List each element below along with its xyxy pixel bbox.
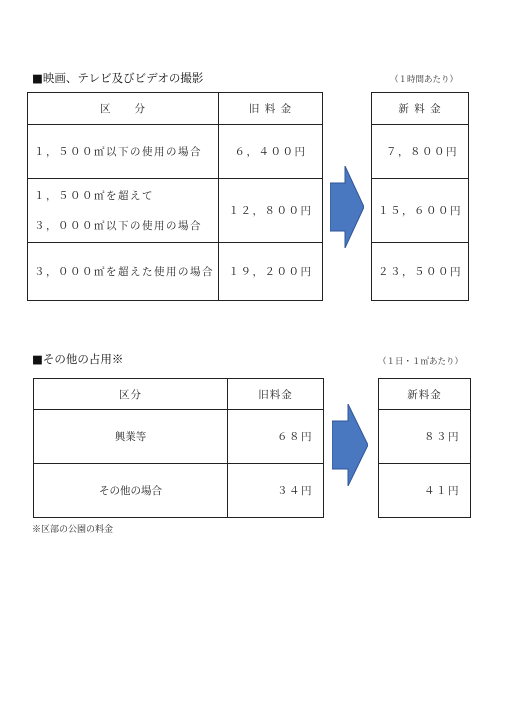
- header-new-fee: 新料金: [379, 379, 471, 410]
- footnote: ※区部の公園の料金: [32, 525, 114, 535]
- table-row: [379, 464, 471, 518]
- header-old-fee: 旧 料 金: [219, 93, 323, 125]
- table-row: [372, 125, 469, 179]
- row-category-line1: １，５００㎡を超えて: [34, 189, 154, 202]
- arrow-right-icon: [332, 404, 368, 486]
- section2-old-fee-table: [33, 378, 324, 518]
- row-category: [28, 179, 219, 243]
- section2-unit-note: （１日・１㎡あたり）: [378, 357, 464, 367]
- row-category: １，５００㎡以下の使用の場合: [28, 125, 219, 179]
- row-new-fee: ８３円: [379, 410, 471, 464]
- section1-new-fee-table: [371, 92, 469, 301]
- section1-title: ■映画、テレビ及びビデオの撮影: [32, 71, 204, 85]
- row-new-fee: ４１円: [379, 464, 471, 518]
- table-row: [34, 464, 324, 518]
- row-old-fee: ６，４００円: [219, 125, 323, 179]
- table-row: [372, 179, 469, 243]
- table-row: [34, 410, 324, 464]
- row-category-line2: ３，０００㎡以下の使用の場合: [34, 219, 202, 232]
- row-new-fee: ２３，５００円: [372, 243, 469, 301]
- row-category: ３，０００㎡を超えた使用の場合: [28, 243, 219, 301]
- row-new-fee: ７，８００円: [372, 125, 469, 179]
- section2-new-fee-table: [378, 378, 471, 518]
- section1-unit-note: （１時間あたり）: [390, 75, 459, 85]
- table-row: [372, 243, 469, 301]
- row-old-fee: １９，２００円: [219, 243, 323, 301]
- header-old-fee: 旧料金: [228, 379, 324, 410]
- table-row: [28, 179, 323, 243]
- row-old-fee: ６８円: [228, 410, 324, 464]
- header-category: 区 分: [28, 93, 219, 125]
- table-row: [28, 243, 323, 301]
- row-old-fee: ３４円: [228, 464, 324, 518]
- section1-old-fee-table: [27, 92, 323, 301]
- arrow-right-icon: [330, 166, 364, 248]
- row-category: その他の場合: [34, 464, 228, 518]
- header-category: 区分: [34, 379, 228, 410]
- row-new-fee: １５，６００円: [372, 179, 469, 243]
- section2-title: ■その他の占用※: [32, 352, 124, 366]
- table-row: [28, 125, 323, 179]
- table-row: [379, 410, 471, 464]
- row-old-fee: １２，８００円: [219, 179, 323, 243]
- header-new-fee: 新 料 金: [372, 93, 469, 125]
- row-category: 興業等: [34, 410, 228, 464]
